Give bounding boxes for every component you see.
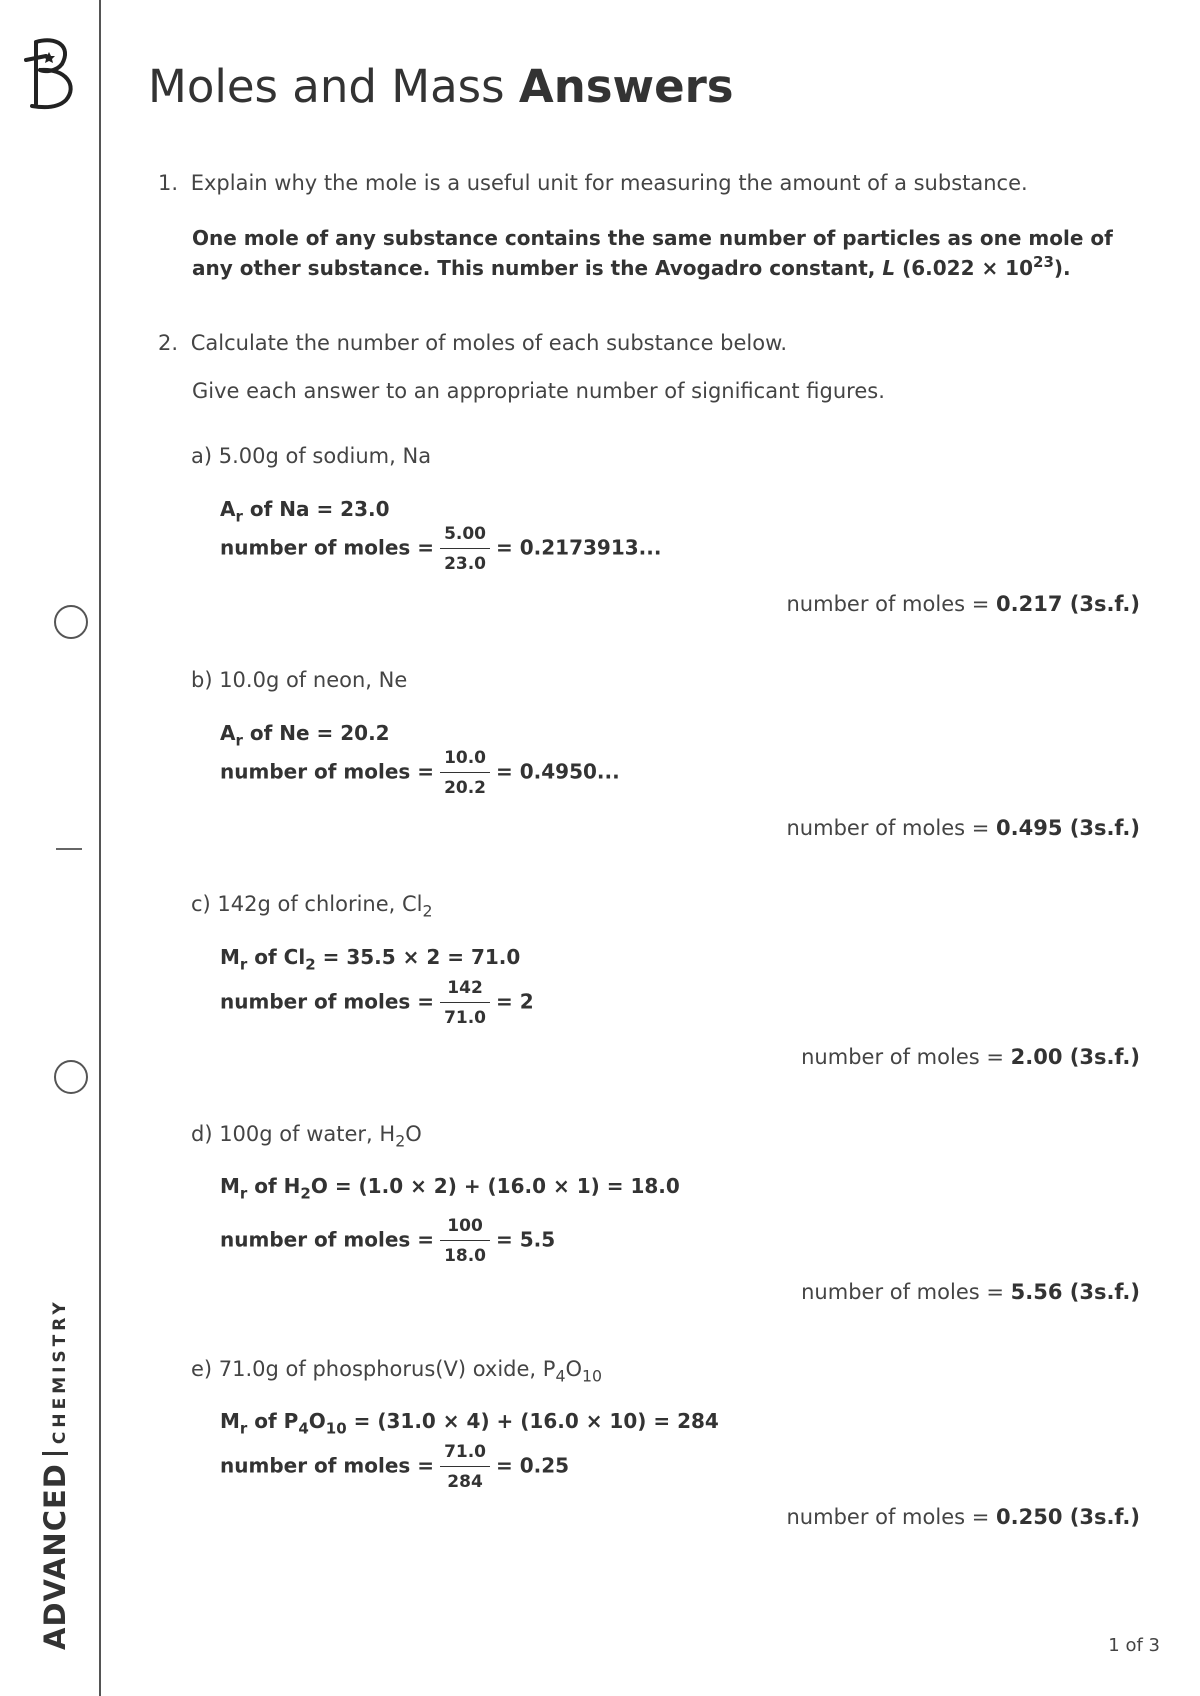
- final-value: 0.250 (3s.f.): [996, 1505, 1140, 1529]
- question-text: Explain why the mole is a useful unit for measuring the amount of a substance.: [190, 171, 1028, 195]
- brand-secondary: CHEMISTRY: [50, 1298, 70, 1445]
- result: = 5.5: [496, 1227, 556, 1252]
- symbol: A: [220, 721, 236, 745]
- subscript: 4: [555, 1366, 566, 1386]
- subscript: 2: [305, 955, 316, 974]
- part-c-relative-mass: [220, 945, 521, 974]
- label-text: d) 100g of water, H: [191, 1122, 396, 1146]
- subscript: r: [235, 507, 243, 526]
- question-1: [158, 171, 1028, 195]
- numerator: 10.0: [440, 748, 490, 773]
- title-bold: Answers: [518, 60, 734, 113]
- brand-wordmark: [38, 1298, 72, 1650]
- mass-text: of Na = 23.0: [242, 497, 390, 521]
- mass-text: of Ne = 20.2: [242, 721, 390, 745]
- subscript: r: [235, 731, 243, 750]
- moles-label: number of moles =: [220, 1227, 435, 1252]
- moles-label: number of moles =: [220, 989, 435, 1014]
- moles-label: number of moles =: [220, 759, 435, 784]
- subscript: 10: [582, 1366, 603, 1386]
- part-e-label: [191, 1357, 603, 1386]
- part-b-moles-calc: [220, 748, 620, 798]
- exponent: 23: [1033, 252, 1054, 271]
- result: = 0.2173913...: [496, 535, 662, 560]
- denominator: 71.0: [444, 1008, 487, 1028]
- brand-logo-icon: [22, 34, 82, 114]
- answer-text: (6.022 × 10: [895, 256, 1034, 280]
- label-text: e) 71.0g of phosphorus(V) oxide, P: [191, 1357, 556, 1381]
- mass-text: of P: [247, 1409, 299, 1433]
- symbol: M: [220, 1174, 240, 1198]
- result: = 0.25: [496, 1453, 570, 1478]
- subscript: 2: [395, 1131, 406, 1151]
- question-number: 1.: [158, 171, 179, 195]
- moles-label: number of moles =: [220, 1453, 435, 1478]
- part-b-final-answer: [787, 816, 1141, 840]
- final-value: 5.56 (3s.f.): [1010, 1280, 1140, 1304]
- subscript: r: [239, 955, 248, 974]
- binder-hole-top: [54, 605, 88, 639]
- numerator: 100: [440, 1216, 490, 1241]
- mass-text: = (31.0 × 4) + (16.0 × 10) = 284: [346, 1409, 719, 1433]
- brand-separator: [42, 1452, 68, 1455]
- part-b-label: b) 10.0g of neon, Ne: [191, 668, 408, 692]
- fraction: [440, 1442, 490, 1492]
- mass-text: = 35.5 × 2 = 71.0: [315, 945, 521, 969]
- fraction: [440, 1216, 490, 1266]
- denominator: 20.2: [444, 778, 487, 798]
- part-a-label: a) 5.00g of sodium, Na: [191, 444, 432, 468]
- fold-mark: [56, 848, 82, 850]
- symbol: A: [220, 497, 236, 521]
- subscript: 2: [300, 1184, 311, 1203]
- label-text: c) 142g of chlorine, Cl: [191, 892, 423, 916]
- binder-hole-bottom: [54, 1060, 88, 1094]
- mass-text: of Cl: [247, 945, 306, 969]
- numerator: 142: [440, 978, 490, 1003]
- denominator: 18.0: [444, 1246, 487, 1266]
- page-number: 1 of 3: [1108, 1635, 1160, 1656]
- mass-text: O = (1.0 × 2) + (16.0 × 1) = 18.0: [310, 1174, 680, 1198]
- question-text: Calculate the number of moles of each substance below.: [190, 331, 788, 355]
- label-text: O: [405, 1122, 422, 1146]
- part-d-moles-calc: [220, 1216, 555, 1266]
- final-label: number of moles =: [801, 1045, 1011, 1069]
- subscript: 10: [325, 1419, 347, 1438]
- numerator: 5.00: [440, 524, 490, 549]
- margin-line: [99, 0, 101, 1696]
- q1-answer-line-1: One mole of any substance contains the same number of particles as one mole of: [192, 226, 1113, 250]
- final-label: number of moles =: [786, 592, 996, 616]
- result: = 0.4950...: [496, 759, 620, 784]
- final-value: 0.217 (3s.f.): [996, 592, 1140, 616]
- q2-instruction: Give each answer to an appropriate number of significant figures.: [192, 379, 885, 403]
- result: = 2: [496, 989, 534, 1014]
- label-text: O: [565, 1357, 582, 1381]
- brand-primary: ADVANCED: [38, 1463, 72, 1650]
- subscript: r: [239, 1419, 248, 1438]
- mass-text: O: [308, 1409, 326, 1433]
- part-a-relative-mass: [220, 497, 390, 526]
- subscript: r: [239, 1184, 248, 1203]
- part-b-relative-mass: [220, 721, 390, 750]
- final-value: 2.00 (3s.f.): [1010, 1045, 1140, 1069]
- numerator: 71.0: [440, 1442, 490, 1467]
- symbol: M: [220, 1409, 240, 1433]
- fraction: [440, 748, 490, 798]
- subscript: 4: [298, 1419, 309, 1438]
- part-a-final-answer: [787, 592, 1141, 616]
- subscript: 2: [422, 901, 433, 921]
- fraction: [440, 524, 490, 574]
- part-e-final-answer: [787, 1505, 1141, 1529]
- question-2: [158, 331, 787, 355]
- mass-text: of H: [247, 1174, 301, 1198]
- final-label: number of moles =: [786, 816, 996, 840]
- answer-text: ).: [1053, 256, 1071, 280]
- part-d-label: [191, 1122, 422, 1151]
- part-a-moles-calc: [220, 524, 661, 574]
- page-title: [148, 60, 734, 113]
- final-label: number of moles =: [801, 1280, 1011, 1304]
- title-regular: Moles and Mass: [148, 60, 505, 113]
- moles-label: number of moles =: [220, 535, 435, 560]
- part-e-relative-mass: [220, 1409, 719, 1438]
- part-d-relative-mass: [220, 1174, 680, 1203]
- answer-text: any other substance. This number is the Avogadro constant,: [192, 256, 883, 280]
- fraction: [440, 978, 490, 1028]
- final-label: number of moles =: [786, 1505, 996, 1529]
- final-value: 0.495 (3s.f.): [996, 816, 1140, 840]
- denominator: 284: [447, 1472, 483, 1492]
- question-number: 2.: [158, 331, 179, 355]
- part-c-label: [191, 892, 433, 921]
- avogadro-symbol: L: [882, 256, 896, 280]
- symbol: M: [220, 945, 240, 969]
- denominator: 23.0: [444, 554, 487, 574]
- q1-answer-line-2: [192, 252, 1071, 280]
- part-e-moles-calc: [220, 1442, 569, 1492]
- part-c-moles-calc: [220, 978, 534, 1028]
- part-d-final-answer: [801, 1280, 1140, 1304]
- part-c-final-answer: [801, 1045, 1140, 1069]
